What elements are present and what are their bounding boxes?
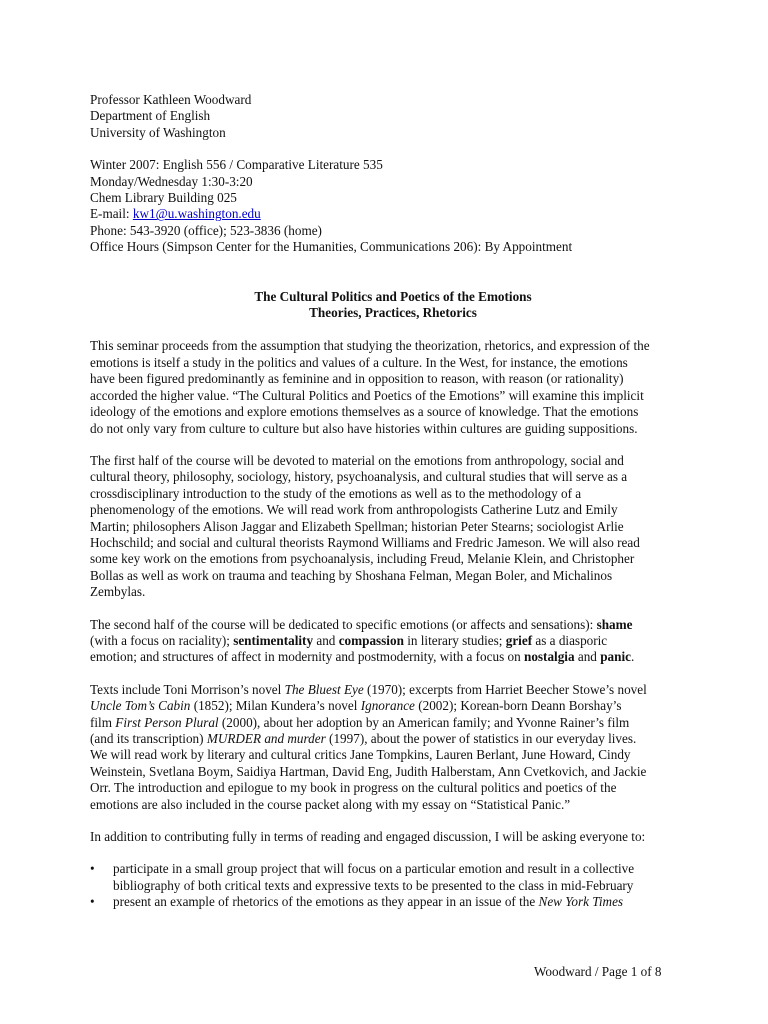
requirements-list — [90, 861, 690, 910]
text-line — [90, 617, 690, 633]
text-line: emotions is itself a study in the politics and values of a culture. In the West, for instance, the emotions — [90, 354, 628, 370]
title-murder-and-murder: MURDER and murder — [206, 731, 326, 746]
paragraph-first-half — [90, 453, 690, 601]
author-name: Professor Kathleen Woodward — [90, 92, 252, 107]
text-run: in literary studies; — [403, 632, 506, 648]
text-run: (1997), about the power of statistics in our everyday lives. — [325, 731, 637, 746]
text-run: Texts include Toni Morrison’s novel — [90, 681, 285, 697]
text-run: (1852); Milan Kundera’s novel — [190, 698, 361, 714]
list-item — [90, 894, 690, 910]
course-info-block — [90, 157, 690, 255]
emphasis-compassion: compassion — [338, 632, 404, 648]
text-line — [90, 731, 690, 747]
page-body — [90, 92, 690, 911]
bullet-icon: • — [90, 861, 95, 877]
text-run: and — [313, 632, 339, 648]
text-line: cultural theory, philosophy, sociology, history, psychoanalysis, and cultural studies that will serve as a — [90, 469, 628, 485]
author-block — [90, 92, 690, 141]
text-line: bibliography of both critical texts and expressive texts to be presented to the class in mid-February — [113, 877, 634, 893]
text-run: (2000), about her adoption by an American family; and Yvonne Rainer’s film — [218, 714, 630, 730]
text-run: (1970); excerpts from Harriet Beecher Stowe’s novel — [363, 681, 647, 697]
text-run: film — [90, 714, 116, 730]
text-line: ideology of the emotions and explore emotions themselves as a source of knowledge. That the emotions — [90, 404, 639, 420]
text-line: Orr. The introduction and epilogue to my book in progress on the cultural politics and poetics of the — [90, 780, 617, 796]
text-line: some key work on the emotions from psychoanalysis, including Freud, Melanie Klein, and Christopher — [90, 551, 635, 567]
text-run: (and its transcription) — [90, 731, 207, 746]
course-email-line — [90, 206, 690, 222]
text-line: do not only vary from culture to culture but also have histories within cultures are guiding suppositions. — [90, 420, 638, 436]
text-line: participate in a small group project that will focus on a particular emotion and result in a collective — [113, 861, 635, 877]
text-line: Bollas as well as work on trauma and teaching by Shoshana Felman, Megan Boler, and Michalinos — [90, 567, 613, 583]
text-line — [90, 715, 690, 731]
emphasis-panic: panic — [600, 649, 631, 665]
text-line — [113, 894, 690, 910]
course-title: The Cultural Politics and Poetics of the Emotions — [254, 288, 532, 304]
text-line — [90, 649, 690, 665]
text-line: Weinstein, Svetlana Boym, Saidiya Hartman, David Eng, Judith Halberstam, Ann Cvetkovich, and Jackie — [90, 763, 647, 779]
author-department: Department of English — [90, 108, 211, 124]
course-schedule: Monday/Wednesday 1:30-3:20 — [90, 173, 253, 189]
text-line: Martin; philosophers Alison Jaggar and Elizabeth Spellman; historian Peter Stearns; sociologist Arlie — [90, 518, 624, 534]
text-line: accorded the higher value. “The Cultural Politics and Poetics of the Emotions” will examine this implicit — [90, 387, 644, 403]
course-subtitle: Theories, Practices, Rhetorics — [309, 305, 477, 321]
text-line: have been figured predominantly as feminine and in opposition to reason, with reason (or rationality) — [90, 371, 624, 387]
title-block — [90, 289, 690, 322]
title-first-person-plural: First Person Plural — [115, 714, 219, 730]
text-line: Hochschild; and social and cultural theorists Raymond Williams and Fredric Jameson. We will also read — [90, 534, 640, 550]
title-ignorance: Ignorance — [360, 698, 415, 714]
text-line: emotions are also included in the course packet along with my essay on “Statistical Panic.” — [90, 796, 571, 812]
bullet-icon: • — [90, 894, 95, 910]
course-phone: Phone: 543-3920 (office); 523-3836 (home) — [90, 222, 322, 238]
text-line: This seminar proceeds from the assumption that studying the theorization, rhetorics, and expression of the — [90, 338, 650, 354]
text-line: We will read work by literary and cultural critics Jane Tompkins, Lauren Berlant, June Howard, Cindy — [90, 747, 631, 763]
emphasis-nostalgia: nostalgia — [524, 649, 575, 665]
title-uncle-toms-cabin: Uncle Tom’s Cabin — [90, 698, 191, 714]
emphasis-sentimentality: sentimentality — [233, 632, 314, 648]
list-item — [90, 861, 690, 894]
email-label: E-mail: — [90, 206, 133, 222]
paragraph-intro — [90, 338, 690, 436]
email-link[interactable]: kw1@u.washington.edu — [132, 206, 261, 222]
paragraph-second-half — [90, 617, 690, 666]
text-line — [90, 682, 690, 698]
course-location: Chem Library Building 025 — [90, 190, 237, 206]
text-run: (2002); Korean-born Deann Borshay’s — [414, 698, 622, 714]
text-line: Zembylas. — [90, 584, 146, 600]
title-bluest-eye: The Bluest Eye — [284, 681, 364, 697]
text-run: as a diasporic — [532, 632, 608, 648]
text-line — [90, 633, 690, 649]
page-footer: Woodward / Page 1 of 8 — [534, 964, 662, 979]
text-line — [90, 698, 690, 714]
course-office-hours: Office Hours (Simpson Center for the Humanities, Communications 206): By Appointment — [90, 239, 573, 255]
text-run: present an example of rhetorics of the emotions as they appear in an issue of the — [113, 894, 539, 910]
text-run: and — [574, 649, 601, 665]
text-line: The first half of the course will be devoted to material on the emotions from anthropology, social and — [90, 452, 624, 468]
emphasis-grief: grief — [505, 632, 533, 648]
text-run: (with a focus on raciality); — [90, 632, 234, 648]
author-university: University of Washington — [90, 124, 226, 140]
emphasis-shame: shame — [596, 616, 633, 632]
text-run: . — [630, 649, 635, 665]
paragraph-requirements-intro: In addition to contributing fully in terms of reading and engaged discussion, I will be asking everyone to: — [90, 829, 646, 845]
title-new-york-times: New York Times — [538, 894, 624, 910]
text-line: crossdisciplinary introduction to the study of the emotions as well as to the methodology of a — [90, 485, 582, 501]
course-term: Winter 2007: English 556 / Comparative Literature 535 — [90, 157, 383, 173]
text-run: emotion; and structures of affect in modernity and postmodernity, with a focus on — [90, 649, 524, 665]
text-run: The second half of the course will be dedicated to specific emotions (or affects and sensations): — [90, 616, 597, 632]
paragraph-texts — [90, 682, 690, 813]
text-line: phenomenology of the emotions. We will read work from anthropologists Catherine Lutz and Emily — [90, 502, 618, 518]
